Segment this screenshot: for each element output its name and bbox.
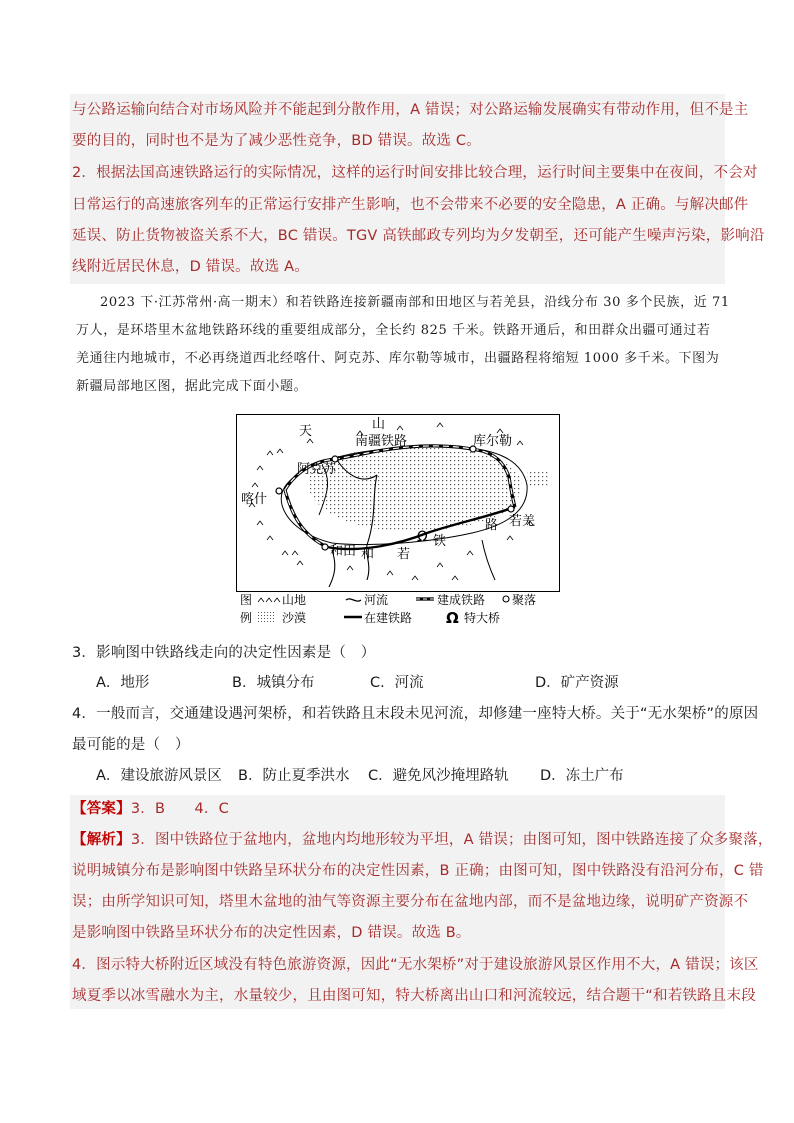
label-akesu: 阿克苏 <box>297 462 337 477</box>
legend-settlement-icon <box>503 596 509 602</box>
legend-building-railway: 在建铁路 <box>364 611 413 625</box>
q4-stem-line2: 最可能的是（ ） <box>72 737 190 753</box>
kashi-settlement <box>276 488 282 494</box>
analysis-line5: 4．图示特大桥附近区域没有特色旅游资源，因此“无水架桥”对于建设旅游风景区作用不大，A 错误；该区 <box>72 957 759 973</box>
intro-line2: 万人，是环塔里木盆地铁路环线的重要组成部分，全长约 825 千米。铁路开通后，和田群众出疆可通过若 <box>76 323 711 338</box>
analysis-line6: 域夏季以冰雪融水为主，水量较少，且由图可知，特大桥离出山口和河流较远，结合题干“和若铁路且末段 <box>72 988 756 1004</box>
q4-option-c: C．避免风沙掩埋路轨 <box>368 768 509 784</box>
label-he: 和 <box>361 547 375 562</box>
label-tian: 天 <box>299 424 313 439</box>
para2-line1: 2．根据法国高速铁路运行的实际情况，这样的运行时间安排比较合理，运行时间主要集中在夜间，不会对 <box>72 165 758 181</box>
q4-option-b: B．防止夏季洪水 <box>238 768 350 784</box>
q3-option-d: D．矿产资源 <box>535 675 619 691</box>
answer-shade-top <box>70 94 725 284</box>
answer-line <box>72 799 229 819</box>
q4-option-d: D．冻土广布 <box>540 768 624 784</box>
answer-text: 3．B 4．C <box>130 801 229 817</box>
label-kuerle: 库尔勒 <box>473 434 513 449</box>
para2-line2: 日常运行的高速旅客列车的正常运行安排产生影响，也不会带来不必要的安全隐患，A 正确。与解决邮件 <box>72 197 749 213</box>
legend-river-icon <box>346 599 361 601</box>
label-tie: 铁 <box>433 534 447 549</box>
q4-stem-line1: 4．一般而言，交通建设遇河架桥，和若铁路且末段未见河流，却修建一座特大桥。关于“无水架桥”的原因 <box>72 706 759 722</box>
label-nanjiang-railway: 南疆铁路 <box>355 434 408 449</box>
answer-tag: 【答案】 <box>72 801 131 817</box>
intro-line3: 羌通往内地城市，不必再绕道西北经喀什、阿克苏、库尔勒等城市，出疆路程将缩短 1000 多千米。下图为 <box>76 351 720 366</box>
analysis-text-1: 3．图中铁路位于盆地内，盆地内均地形较为平坦，A 错误；由图可知，图中铁路连接了众多聚落， <box>130 832 773 848</box>
para1-line2: 要的目的，同时也不是为了减少恶性竞争，BD 错误。故选 C。 <box>72 133 481 149</box>
para1-line1: 与公路运输向结合对市场风险并不能起到分散作用，A 错误；对公路运输发展确实有带动作用，但不是主 <box>72 102 749 118</box>
legend-river: 河流 <box>364 593 389 607</box>
label-hetian: 和田 <box>330 544 357 559</box>
q3-option-c: C．河流 <box>370 675 424 691</box>
intro-line4: 新疆局部地区图，据此完成下面小题。 <box>76 379 308 394</box>
bridge-icon: Ω <box>417 529 428 545</box>
legend-title-bottom: 例 <box>240 611 253 625</box>
map-legend <box>236 590 560 628</box>
para2-line3: 延误、防止货物被盗关系不大，BC 错误。TGV 高铁邮政专列均为夕发朝至，还可能产生噪声污染，影响沿 <box>72 228 765 244</box>
legend-desert: 沙漠 <box>282 611 307 625</box>
hetian-settlement <box>322 544 328 550</box>
label-lu: 路 <box>485 518 499 533</box>
legend-drawing <box>236 590 560 628</box>
analysis-line4: 是影响图中铁路呈环状分布的决定性因素，D 错误。故选 B。 <box>72 925 471 941</box>
analysis-line2: 说明城镇分布是影响图中铁路呈环状分布的决定性因素，B 正确；由图可知，图中铁路没有沿河分布，C 错 <box>72 863 764 879</box>
legend-bridge: 特大桥 <box>464 611 501 625</box>
q3-stem: 3．影响图中铁路线走向的决定性因素是（ ） <box>72 645 376 661</box>
q3-option-a: A．地形 <box>96 675 150 691</box>
label-shan: 山 <box>372 417 386 432</box>
ruoqiang-settlement <box>508 506 514 512</box>
label-ruo: 若 <box>397 547 411 562</box>
legend-bridge-icon: Ω <box>446 609 459 627</box>
analysis-tag: 【解析】 <box>72 832 131 848</box>
label-kashi: 喀什 <box>241 492 268 507</box>
para2-line4: 线附近居民休息，D 错误。故选 A。 <box>72 259 309 275</box>
label-ruoqiang: 若羌 <box>509 514 536 529</box>
analysis-line1 <box>72 830 773 850</box>
xinjiang-map <box>236 414 560 592</box>
q3-option-b: B．城镇分布 <box>232 675 315 691</box>
legend-mountain: 山地 <box>282 593 307 607</box>
legend-desert-icon <box>258 612 276 622</box>
q4-option-a: A．建设旅游风景区 <box>96 768 222 784</box>
legend-settlement: 聚落 <box>512 593 537 607</box>
legend-title-top: 图 <box>240 593 253 607</box>
legend-mountain-icon <box>258 598 280 602</box>
intro-line1: 2023 下·江苏常州·高一期末）和若铁路连接新疆南部和田地区与若羌县，沿线分布 30 多个民族，近 71 <box>100 295 730 310</box>
map-drawing <box>237 415 559 591</box>
legend-built-railway: 建成铁路 <box>437 593 486 607</box>
analysis-line3: 误；由所学知识可知，塔里木盆地的油气等资源主要分布在盆地内部，而不是盆地边缘，说明矿产资源不 <box>72 894 749 910</box>
